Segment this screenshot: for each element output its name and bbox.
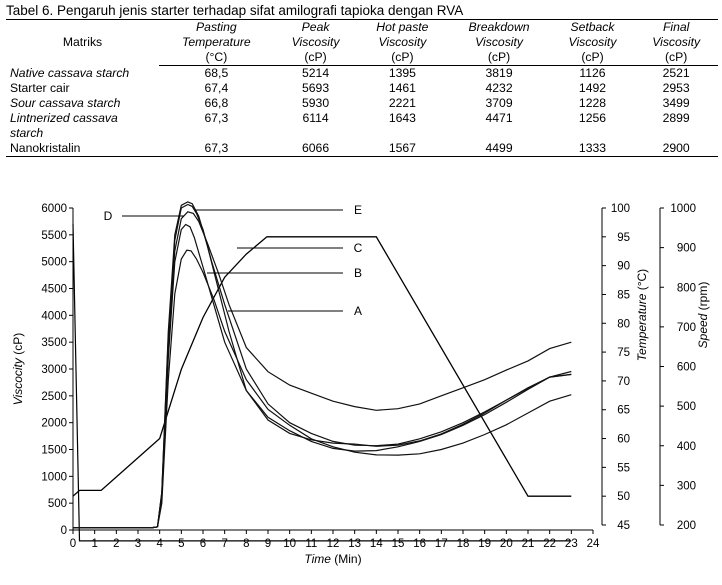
- table-cell: 2953: [662, 81, 690, 95]
- x-tick-label: 4: [156, 538, 163, 550]
- table-cell: 1256: [578, 111, 607, 125]
- x-tick-label: 16: [413, 538, 427, 550]
- table-cell: 5214: [301, 66, 330, 80]
- col-header-line1: Breakdown: [447, 20, 550, 36]
- col-header-unit: (cP): [551, 50, 635, 66]
- temperature-tick-label: 85: [617, 289, 630, 302]
- table-cell: 1643: [388, 111, 416, 125]
- col-header-line1: Peak: [274, 20, 358, 36]
- header-matriks: Matriks: [6, 20, 159, 66]
- col-header-unit: (°C): [159, 50, 274, 66]
- series-label-c: C: [353, 241, 363, 255]
- temperature-tick-label: 45: [617, 520, 630, 532]
- row-label-line1: Sour cassava starch: [10, 96, 121, 110]
- speed-tick-label: 500: [676, 401, 696, 414]
- speed-tick-label: 600: [676, 361, 696, 374]
- speed-axis-title: Speed (rpm): [696, 281, 710, 349]
- y-tick-label: 3500: [41, 337, 67, 350]
- table-cell: 5693: [301, 81, 330, 95]
- col-header-unit: (cP): [274, 50, 358, 66]
- x-tick-label: 9: [264, 538, 272, 550]
- table-cell: 6066: [274, 141, 358, 157]
- table-row: [6, 111, 718, 141]
- row-label: [6, 81, 159, 96]
- table-cell: 68,5: [204, 66, 229, 80]
- speed-tick-label: 400: [676, 440, 696, 453]
- y-tick-label: 5000: [41, 256, 67, 269]
- table-cell: 1395: [388, 66, 416, 80]
- y-tick-label: 500: [47, 498, 67, 511]
- col-header-line2: Viscosity: [378, 35, 427, 49]
- table-cell: 1333: [551, 141, 635, 157]
- temperature-axis-title: Temperature (°C): [635, 268, 649, 362]
- temperature-tick-label: 60: [617, 433, 630, 446]
- x-tick-label: 17: [434, 538, 448, 550]
- speed-tick-label: 200: [676, 520, 696, 532]
- x-tick-label: 13: [348, 538, 362, 550]
- table-cell: 4499: [447, 141, 550, 157]
- temperature-tick-label: 100: [610, 203, 630, 215]
- col-header-unit: (cP): [357, 50, 447, 66]
- series-line-c: [73, 212, 571, 528]
- table-cell: 4471: [485, 111, 513, 125]
- row-label: [6, 96, 159, 111]
- table-cell: 1461: [388, 81, 416, 95]
- rva-chart: [0, 190, 722, 585]
- x-tick-label: 5: [178, 538, 185, 550]
- temperature-tick-label: 80: [617, 318, 630, 331]
- col-header-line2: Viscosity: [475, 35, 523, 49]
- col-header-unit: (cP): [634, 50, 718, 66]
- table-cell: 4232: [485, 81, 513, 95]
- speed-line: [73, 224, 571, 541]
- table-cell: 3499: [662, 96, 690, 110]
- table-cell: 2899: [662, 111, 690, 125]
- speed-tick-label: 700: [676, 321, 696, 334]
- col-header-line2: Temperature: [182, 35, 251, 49]
- table-cell: 5930: [301, 96, 330, 110]
- x-tick-label: 20: [499, 538, 513, 550]
- x-tick-label: 19: [478, 538, 492, 550]
- temperature-tick-label: 70: [617, 375, 630, 388]
- col-header-line1: Pasting: [159, 20, 274, 36]
- y-tick-label: 0: [60, 525, 67, 537]
- temperature-line: [73, 237, 571, 496]
- y-tick-label: 3000: [41, 364, 67, 376]
- y-axis-title: Viscocity (cP): [11, 332, 25, 406]
- col-header-line2: Viscosity: [291, 35, 340, 49]
- table-cell: 1126: [579, 66, 606, 80]
- table-cell: 67,3: [159, 141, 274, 157]
- table-row: [6, 66, 718, 82]
- x-tick-label: 18: [456, 538, 470, 550]
- table-cell: 1567: [357, 141, 447, 157]
- table-row: [6, 96, 718, 111]
- x-tick-label: 3: [134, 538, 142, 550]
- table-cell: 1228: [578, 96, 607, 110]
- temperature-tick-label: 90: [617, 260, 630, 273]
- x-tick-label: 24: [586, 538, 600, 550]
- temperature-tick-label: 50: [617, 491, 630, 504]
- table-cell: 2900: [634, 141, 718, 157]
- row-label-line1: Starter cair: [10, 81, 70, 95]
- x-tick-label: 21: [521, 538, 535, 550]
- x-tick-label: 22: [543, 538, 557, 550]
- table-row: [6, 141, 718, 157]
- row-label-line1: Nanokristalin: [10, 141, 81, 155]
- temperature-tick-label: 55: [617, 462, 630, 475]
- row-label: [6, 66, 159, 82]
- table-row: [6, 81, 718, 96]
- row-label-line1: Lintnerized cassava: [10, 111, 118, 125]
- series-label-e: E: [353, 203, 363, 217]
- x-tick-label: 10: [283, 538, 297, 550]
- table-cell: 2221: [388, 96, 416, 110]
- col-header-line1: Hot paste: [357, 20, 447, 36]
- series-line-e: [73, 202, 571, 528]
- rva-table: [6, 19, 718, 157]
- col-header-line2: Viscosity: [652, 35, 701, 49]
- speed-tick-label: 900: [676, 242, 696, 255]
- table-cell: 6114: [302, 111, 329, 125]
- col-header-line1: Setback: [551, 20, 635, 36]
- col-header-line1: Final: [634, 20, 718, 36]
- series-label-b: B: [353, 266, 363, 280]
- y-tick-label: 1500: [41, 444, 67, 457]
- speed-tick-label: 800: [676, 282, 696, 295]
- speed-tick-label: 1000: [670, 203, 696, 215]
- series-label-a: A: [353, 304, 363, 318]
- series-line-a: [73, 250, 571, 528]
- speed-tick-label: 300: [676, 480, 696, 493]
- series-label-d: D: [103, 209, 113, 223]
- series-line-d: [73, 205, 571, 528]
- row-label: [6, 141, 159, 157]
- table-cell: 67,3: [204, 111, 229, 125]
- table-caption: Tabel 6. Pengaruh jenis starter terhadap sifat amilografi tapioka dengan RVA: [6, 3, 464, 18]
- row-label-line1: Native cassava starch: [10, 65, 130, 80]
- temperature-tick-label: 75: [617, 347, 630, 360]
- x-tick-label: 7: [221, 538, 228, 550]
- x-tick-label: 1: [91, 538, 98, 550]
- x-tick-label: 6: [199, 538, 207, 550]
- x-axis-title: Time (Min): [304, 552, 362, 566]
- temperature-tick-label: 95: [617, 231, 630, 244]
- x-tick-label: 2: [113, 538, 120, 550]
- x-tick-label: 0: [69, 538, 77, 550]
- y-tick-label: 1000: [41, 471, 67, 484]
- table-cell: 3819: [485, 66, 513, 80]
- temperature-tick-label: 65: [617, 404, 630, 417]
- table-cell: 66,8: [204, 96, 229, 110]
- table-cell: 3709: [485, 96, 513, 110]
- table-cell: 2521: [662, 66, 690, 80]
- col-header-line2: Viscosity: [568, 35, 617, 49]
- y-tick-label: 5500: [41, 229, 67, 242]
- table-cell: 67,4: [204, 81, 229, 95]
- x-tick-label: 14: [369, 538, 383, 550]
- x-tick-label: 23: [564, 538, 578, 550]
- y-tick-label: 2000: [41, 417, 67, 430]
- row-label: [6, 111, 159, 141]
- y-tick-label: 4500: [41, 283, 67, 296]
- table-cell: 1492: [578, 81, 607, 95]
- x-tick-label: 8: [243, 538, 250, 550]
- x-tick-label: 11: [305, 538, 318, 550]
- y-tick-label: 6000: [41, 203, 67, 215]
- row-label-line2: starch: [10, 126, 44, 140]
- col-header-unit: (cP): [447, 50, 550, 66]
- x-tick-label: 12: [326, 538, 340, 550]
- y-tick-label: 4000: [41, 310, 67, 323]
- series-line-b: [73, 225, 571, 528]
- y-tick-label: 2500: [41, 390, 67, 403]
- x-tick-label: 15: [391, 538, 405, 550]
